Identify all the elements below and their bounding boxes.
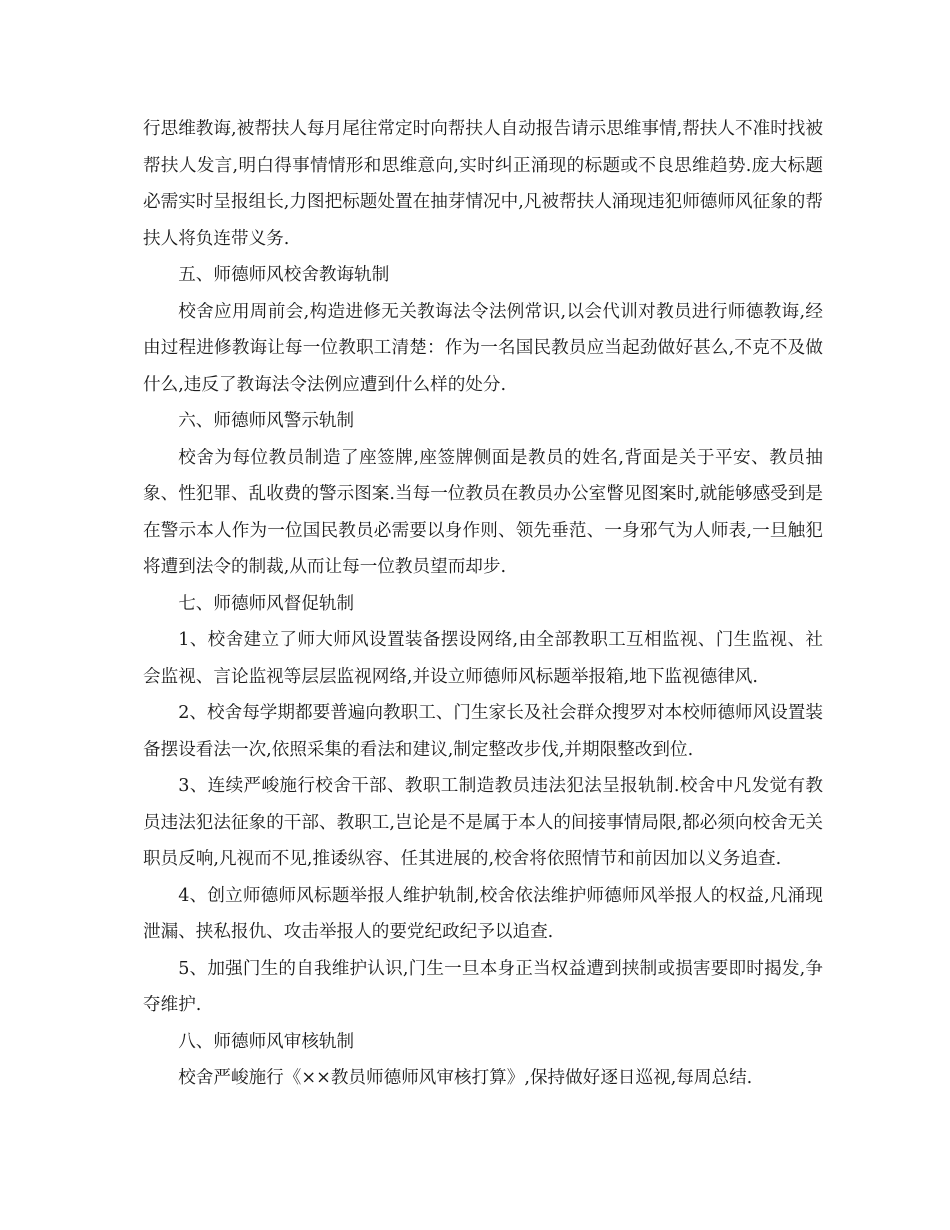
paragraph-continuation: 行思维教诲,被帮扶人每月尾往常定时向帮扶人自动报告请示思维事情,帮扶人不准时找被帮扶人发言,明白得事情情形和思维意向,实时纠正涌现的标题或不良思维趋势.庞大标题必需实时呈报组长,力图把标题处置在抽芽情况中,凡被帮扶人涌现违犯师德师风征象的帮扶人将负连带义务. (143, 119, 823, 249)
section-heading-7: 七、师德师风督促轨制 (178, 593, 355, 614)
list-item-5: 5、加强门生的自我维护认识,门生一旦本身正当权益遭到挟制或损害要即时揭发,争夺维护. (143, 958, 823, 1015)
section-heading-8: 八、师德师风审核轨制 (178, 1031, 355, 1052)
list-item-2: 2、校舍每学期都要普遍向教职工、门生家长及社会群众搜罗对本校师德师风设置装备摆设看法一次,依照采集的看法和建议,制定整改步伐,并期限整改到位. (143, 703, 823, 760)
paragraph-education-rule: 校舍应用周前会,构造进修无关教诲法令法例常识,以会代训对教员进行师德教诲,经由过程进修教诲让每一位教职工清楚：作为一名国民教员应当起劲做好甚么,不克不及做什么,违反了教诲法令法例应遭到什么样的处分. (143, 301, 823, 395)
list-item-1: 1、校舍建立了师大师风设置装备摆设网络,由全部教职工互相监视、门生监视、社会监视、言论监视等层层监视网络,并设立师德师风标题举报箱,地下监视德律风. (143, 630, 823, 687)
document-body (143, 111, 823, 1097)
paragraph-warning-rule: 校舍为每位教员制造了座签牌,座签牌侧面是教员的姓名,背面是关于平安、教员抽象、性犯罪、乱收费的警示图案.当每一位教员在教员办公室瞥见图案时,就能够感受到是在警示本人作为一位国民教员必需要以身作则、领先垂范、一身邪气为人师表,一旦触犯将遭到法令的制裁,从而让每一位教员望而却步. (143, 447, 823, 577)
section-heading-5: 五、师德师风校舍教诲轨制 (178, 265, 390, 285)
section-heading-6: 六、师德师风警示轨制 (178, 411, 355, 431)
list-item-3: 3、连续严峻施行校舍干部、教职工制造教员违法犯法呈报轨制.校舍中凡发觉有教员违法犯法征象的干部、教职工,岂论是不是属于本人的间接事情局限,都必须向校舍无关职员反响,凡视而不见,推诿纵容、任其进展的,校舍将依照情节和前因加以义务追查. (143, 776, 823, 869)
list-item-4: 4、创立师德师风标题举报人维护轨制,校舍依法维护师德师风举报人的权益,凡涌现泄漏、挟私报仇、攻击举报人的要党纪政纪予以追查. (143, 885, 823, 942)
paragraph-review-rule: 校舍严峻施行《××教员师德师风审核打算》,保持做好逐日巡视,每周总结. (178, 1068, 753, 1088)
